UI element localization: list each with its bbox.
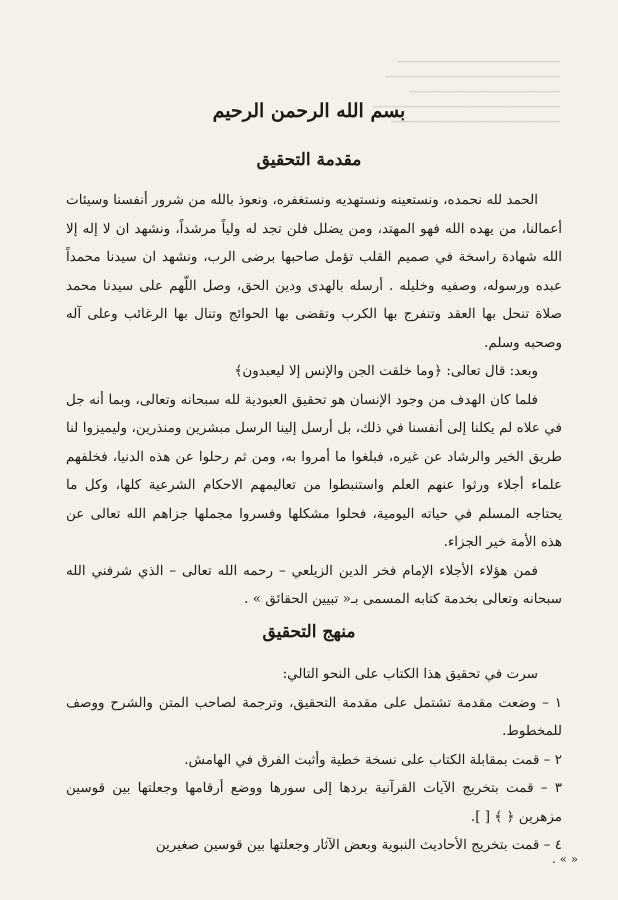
basmala-heading: بسم الله الرحمن الرحيم bbox=[212, 100, 406, 122]
method-item-1: ١ – وضعت مقدمة تشتمل على مقدمة التحقيق، وترجمة لصاحب المتن والشرح ووصف للمخطوط. bbox=[66, 694, 562, 739]
method-item-3: ٣ – قمت بتخريج الآيات القرآنية بردها إلى سورها ووضع أرقامها وجعلتها بين قوسين مزهرين ﴿ ﴾ [ ]. bbox=[66, 780, 562, 825]
intro-paragraph-3: فلما كان الهدف من وجود الإنسان هو تحقيق العبودية لله سبحانه وتعالى، وبما أنه جل في علاه لم يكلنا إلى أنفسنا في ذلك، بل أرسل إلينا الرسل مبشرين ومنذرين، وليميزوا لنا طريق الخير والرشاد عن غيره، فبلغوا ما أمروا به، ومن ثم رحلوا عن هذه الدنيا، فخلفهم علماء أجلاء ورثوا عنهم العلم واستنبطوا من تعاليمهم الاحكام الشرعية كلها، وكل ما يحتاجه المسلم في حياته اليومية، فحلوا مشكلها وفسروا مجملها جزاهم الله تعالى عن هذه الأمة خير الجزاء. bbox=[66, 391, 562, 550]
intro-section bbox=[66, 186, 562, 614]
intro-paragraph-1: الحمد لله نحمده، ونستعينه ونستهديه ونستغفره، ونعوذ بالله من شرور أنفسنا وسيئات أعمالنا، من يهده الله فهو المهتد، ومن يضلل فلن تجد له ولياً مرشداً، ونشهد ان لا إله إلا الله شهادة راسخة في صميم القلب تؤمل صاحبها برضى الرب، ونشهد ان سيدنا محمداً عبده ورسوله، وصفيه وخليله . أرسله بالهدى ودين الحق، وصل اللّهم على سيدنا محمد صلاة تنحل بها العقد وتنفرج بها الكرب وتقضى بها الحوائج وتنال بها الرغائب وعلى آله وصحبه وسلم. bbox=[66, 192, 562, 351]
bleed-through-text: ━━━━━━━━━━━━━━━━━━━━━━━━━━━ ━━━━━━━━━━━━━━━━━━━━━━━━━━━━━ ━━━━━━━━━━━━━━━━━━━━━━━━━ ━━━━━━━━━━━━━━━━━━━━━━━━━━━━━━━ ━━━━━━━━━━━━━━━━━━━━━━━━━━━━ bbox=[373, 57, 560, 128]
intro-heading: مقدمة التحقيق bbox=[256, 150, 362, 170]
page-number: . « » bbox=[552, 852, 579, 866]
method-intro-line: سرت في تحقيق هذا الكتاب على النحو التالي: bbox=[282, 666, 538, 682]
method-item-2: ٢ – قمت بمقابلة الكتاب على نسخة خطية وأثبت الفرق في الهامش. bbox=[184, 751, 562, 768]
intro-paragraph-4: فمن هؤلاء الأجلاء الإمام فخر الدين الزيلعي – رحمه الله تعالى – الذي شرفني الله سبحانه وتعالى بخدمة كتابه المسمى بـ« تبيين الحقائق » . bbox=[66, 562, 562, 607]
method-section bbox=[66, 660, 562, 860]
intro-paragraph-2: وبعد: قال تعالى: ﴿وما خلقت الجن والإنس إلا ليعبدون﴾ bbox=[234, 363, 538, 379]
method-item-4: ٤ – قمت بتخريج الأحاديث النبوية وبعض الآثار وجعلتها بين قوسين صغيرين bbox=[155, 837, 562, 853]
method-heading: منهج التحقيق bbox=[262, 622, 356, 642]
